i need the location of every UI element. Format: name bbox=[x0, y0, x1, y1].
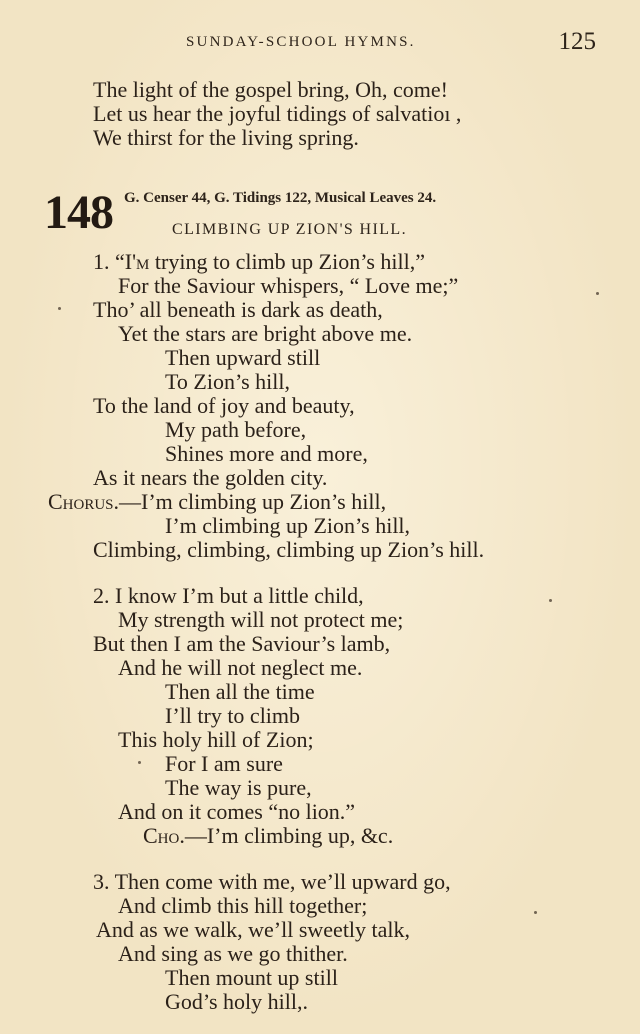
verse-3-line-3: And as we walk, we’ll sweetly talk, bbox=[96, 917, 411, 942]
paper-speck bbox=[549, 599, 552, 602]
verse-1-line-10: As it nears the golden city. bbox=[93, 465, 328, 490]
verse-1-line-6: To Zion’s hill, bbox=[165, 369, 290, 394]
previous-hymn-line-3: We thirst for the living spring. bbox=[93, 125, 359, 150]
verse-2-line-1: 2. I know I’m but a little child, bbox=[93, 583, 364, 608]
paper-speck bbox=[138, 761, 141, 764]
verse-1-line-1 bbox=[93, 250, 425, 274]
verse-3-line-5: Then mount up still bbox=[165, 965, 338, 990]
verse-1-line-1-rest: trying to climb up Zion’s hill,” bbox=[149, 249, 425, 274]
verse-2-line-5: Then all the time bbox=[165, 679, 315, 704]
paper-speck bbox=[596, 292, 599, 295]
verse-3-line-2: And climb this hill together; bbox=[118, 893, 368, 918]
verse-2-line-9: The way is pure, bbox=[165, 775, 312, 800]
previous-hymn-line-2: Let us hear the joyful tidings of salvatioı , bbox=[93, 101, 462, 126]
verse-2-line-2: My strength will not protect me; bbox=[118, 607, 404, 632]
chorus-line-2: I’m climbing up Zion’s hill, bbox=[165, 513, 411, 538]
verse-1-line-7: To the land of joy and beauty, bbox=[93, 393, 355, 418]
paper-speck bbox=[58, 307, 61, 310]
verse-1-line-9: Shines more and more, bbox=[165, 441, 368, 466]
running-head: SUNDAY-SCHOOL HYMNS. bbox=[186, 34, 416, 50]
verse-1-line-8: My path before, bbox=[165, 417, 307, 442]
tune-references: G. Censer 44, G. Tidings 122, Musical Leaves 24. bbox=[124, 190, 437, 206]
verse-2-chorus-line bbox=[143, 824, 393, 848]
verse-1-line-4: Yet the stars are bright above me. bbox=[118, 321, 413, 346]
chorus-line-1 bbox=[48, 490, 386, 514]
verse-2-line-10: And on it comes “no lion.” bbox=[118, 799, 356, 824]
verse-2-line-7: This holy hill of Zion; bbox=[118, 727, 314, 752]
verse-2-line-3: But then I am the Saviour’s lamb, bbox=[93, 631, 391, 656]
verse-3-line-4: And sing as we go thither. bbox=[118, 941, 348, 966]
cho-line-text: —I’m climbing up, &c. bbox=[184, 823, 394, 848]
cho-label: Cho. bbox=[143, 823, 185, 848]
verse-2-line-4: And he will not neglect me. bbox=[118, 655, 363, 680]
verse-3-line-6: God’s holy hill,. bbox=[165, 989, 309, 1014]
verse-1-line-1-smallcaps: 'm bbox=[132, 249, 150, 274]
verse-1-line-2: For the Saviour whispers, “ Love me;” bbox=[118, 273, 459, 298]
chorus-label: Chorus. bbox=[48, 489, 120, 514]
verse-1-line-5: Then upward still bbox=[165, 345, 321, 370]
chorus-line-1-text: —I’m climbing up Zion’s hill, bbox=[119, 489, 387, 514]
previous-hymn-line-1: The light of the gospel bring, Oh, come! bbox=[93, 77, 448, 102]
verse-2-line-8: For I am sure bbox=[165, 751, 283, 776]
hymn-number: 148 bbox=[44, 186, 113, 239]
verse-3-line-1: 3. Then come with me, we’ll upward go, bbox=[93, 869, 451, 894]
verse-1-line-1-start: 1. “I bbox=[93, 249, 133, 274]
chorus-line-3: Climbing, climbing, climbing up Zion’s hill. bbox=[93, 537, 485, 562]
page-number: 125 bbox=[558, 28, 596, 55]
verse-2-line-6: I’ll try to climb bbox=[165, 703, 301, 728]
paper-speck bbox=[534, 911, 537, 914]
hymn-title: CLIMBING UP ZION'S HILL. bbox=[172, 221, 407, 238]
verse-1-line-3: Tho’ all beneath is dark as death, bbox=[93, 297, 383, 322]
